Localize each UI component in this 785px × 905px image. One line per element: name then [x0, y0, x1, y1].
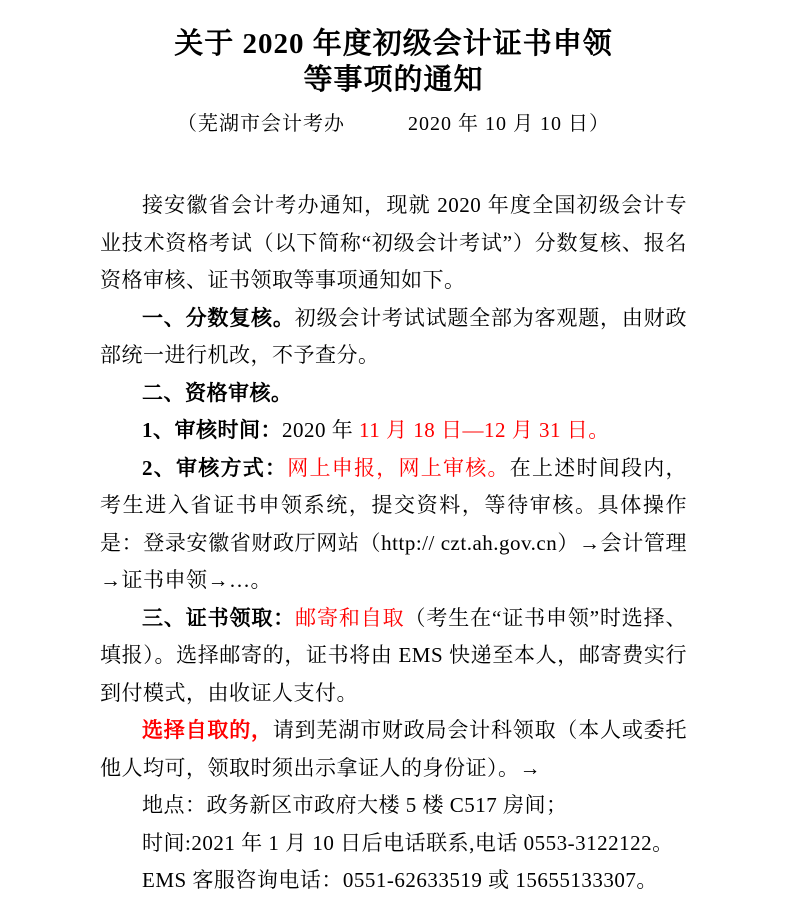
text-run: 初级会计考试试题全部为客观题，由财政部统一进行机改，不予查分。	[100, 305, 687, 367]
paragraph-self-pickup	[100, 712, 687, 787]
text-run: （考生在“证书申领”时选择、填报）。选择邮寄的，证书将由 EMS 快递至本人，邮寄费实行到付模式，由收证人支付。	[100, 605, 688, 705]
text-run: 2020 年	[282, 418, 359, 442]
text-run: 请到芜湖市财政局会计科领取（本人或委托他人均可，领取时须出示拿证人的身份证）。→	[100, 718, 687, 780]
section-heading-run: 一、分数复核。	[142, 305, 295, 330]
paragraph-review-time	[100, 412, 687, 450]
document-body	[100, 187, 687, 900]
paragraph-time-phone	[100, 825, 687, 863]
paragraph-section-3	[100, 600, 687, 713]
paragraph-review-method	[100, 450, 687, 600]
text-run: 在上述时间段内，考生进入省证书申领系统，提交资料，等待审核。具体操作是：登录安徽省财政厅网站（http:// czt.ah.gov.cn）→会计管理→证书申领→…。	[100, 455, 687, 592]
text-run: 地点：政务新区市政府大楼 5 楼 C517 房间；	[142, 793, 568, 817]
highlight-run: 邮寄和自取	[295, 605, 405, 630]
text-run: 时间:2021 年 1 月 10 日后电话联系,电话 0553-3122122。	[142, 830, 674, 855]
issuer-and-date: （芜湖市会计考办 2020 年 10 月 10 日）	[177, 113, 610, 135]
paragraph-section-1	[100, 300, 687, 375]
subheading-run: 2、审核方式：	[142, 455, 288, 480]
title-line-1: 关于 2020 年度初级会计证书申领	[174, 28, 613, 60]
paragraph-intro	[100, 187, 687, 300]
highlight-run: 11 月 18 日—12 月 31 日。	[359, 418, 610, 442]
paragraph-ems-phone	[100, 862, 687, 900]
paragraph-section-2	[100, 375, 687, 413]
highlight-bold-run: 选择自取的，	[142, 718, 273, 742]
paragraph-location	[100, 787, 687, 825]
text-run: 接安徽省会计考办通知，现就 2020 年度全国初级会计专业技术资格考试（以下简称“初级会计考试”）分数复核、报名资格审核、证书领取等事项通知如下。	[100, 193, 687, 292]
highlight-run: 网上申报，网上审核。	[287, 455, 510, 480]
title-line-2: 等事项的通知	[303, 64, 484, 96]
subheading-run: 1、审核时间：	[142, 418, 282, 442]
text-run: EMS 客服咨询电话：0551-62633519 或 15655133307。	[142, 868, 658, 892]
section-heading-run: 二、资格审核。	[142, 380, 293, 405]
document-title	[100, 26, 687, 98]
section-heading-run: 三、证书领取：	[142, 605, 296, 630]
